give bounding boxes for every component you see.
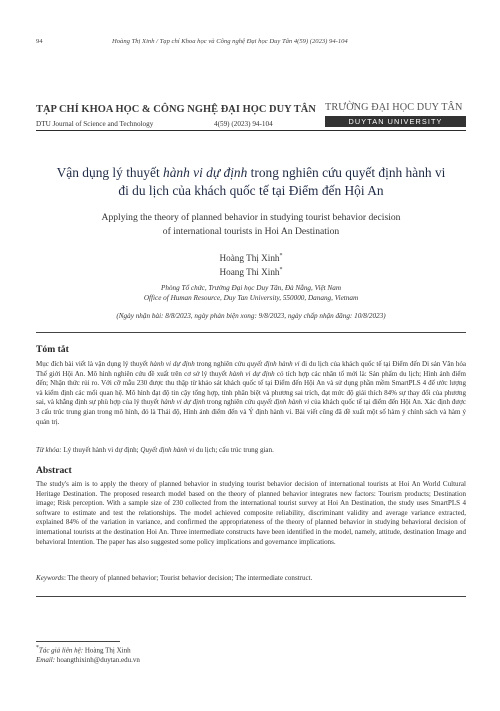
footnote-contact: [36, 645, 131, 654]
text-run: trong nghiên cứu: [194, 360, 247, 368]
article-title-en: [36, 211, 466, 239]
journal-title: TẠP CHÍ KHOA HỌC & CÔNG NGHỆ ĐẠI HỌC DUY TÂN: [36, 104, 316, 115]
affiliation: [36, 283, 466, 303]
footnote-mark: *: [36, 645, 39, 651]
text-run: có tích hợp các nhân tố mới là: Sản phẩm du lịch; Hình ảnh điểm đến; Nhận thức rủi ro. Với cỡ mẫu 230 được thu thập từ khảo sát khách quốc tế tại Điểm đến Hội An và sử dụng phần mềm SmartPLS 4 để ước lượng và kiểm định các mối quan hệ. Mô hình đạt độ tin cậy tổng hợp, tính phân biệt và phương sai trích, đạt mức độ giải thích 84% sự thay đổi của phương sai, và khẳng định sự phù hợp của lý thuyết: [36, 369, 466, 407]
author-name-en: Hoang Thi Xinh: [219, 267, 280, 278]
text-run: Lý thuyết hành vi dự định;: [61, 446, 141, 454]
title-vi-part: Vận dụng lý thuyết: [56, 165, 164, 180]
text-run-italic: Quyết định hành vi: [140, 446, 195, 454]
tomtat-keywords: [36, 446, 466, 456]
footnote-email: [36, 656, 140, 664]
text-run: của khách quốc tế tại điểm đến Hội An. Xác định được 3 cấu trúc trung gian trong mô hình, đó là Thái độ, Hình ảnh điểm đến và Ý định hành vi. Bài viết cũng đã đề xuất một số hàm ý chính sách và hàm ý quản trị.: [36, 398, 466, 426]
contact-name: Hoàng Thị Xinh: [83, 646, 131, 655]
section-rule-top: [36, 332, 466, 333]
journal-subtitle: DTU Journal of Science and Technology: [36, 120, 154, 128]
section-rule-bottom: [36, 596, 466, 597]
logo-bar: [325, 116, 466, 127]
author-mark: *: [279, 253, 283, 259]
text-run: du lịch; cấu trúc trung gian.: [194, 446, 274, 454]
logo-bar-text: DUYTAN UNIVERSITY: [348, 117, 443, 126]
running-citation: Hoàng Thị Xinh / Tạp chí Khoa học và Công nghệ Đại học Duy Tân 4(59) (2023) 94-104: [112, 38, 348, 45]
author-name-vi: Hoàng Thị Xinh: [219, 253, 280, 264]
text-run: đi du lịch của khách quốc tế tại Điểm đến Di sản Văn hóa Thế giới Hội An. Mô hình nghiên cứu đề xuất trên cơ sở lý thuyết: [36, 360, 467, 378]
author-mark: *: [279, 267, 283, 274]
text-run-italic: hành vi dự định: [160, 398, 206, 407]
email-label: Email:: [36, 656, 56, 664]
page-number: 94: [36, 38, 43, 45]
text-run-italic: quyết định hành vi: [246, 360, 300, 368]
journal-volume: 4(59) (2023) 94-104: [214, 120, 273, 128]
university-logo: [325, 102, 466, 132]
title-vi-italic: hành vi dự định: [163, 165, 248, 180]
title-en-line1: Applying the theory of planned behavior in studying tourist behavior decision: [101, 212, 401, 223]
title-vi-line2: đi du lịch của khách quốc tế tại Điểm đến Hội An: [118, 183, 384, 198]
text-run: Mục đích bài viết là vận dụng lý thuyết: [36, 360, 150, 368]
text-run-italic: quyết định hành vi: [256, 398, 310, 407]
keywords-label-en: Keywords: [36, 574, 64, 582]
affiliation-vi: Phòng Tổ chức, Trường Đại học Duy Tân, Đà Nẵng, Việt Nam: [160, 284, 342, 292]
logo-name: TRƯỜNG ĐẠI HỌC DUY TÂN: [325, 102, 463, 113]
title-en-line2: of international tourists in Hoi An Destination: [162, 226, 340, 237]
abstract-heading: Abstract: [36, 465, 72, 476]
text-run: trong nghiên cứu: [205, 398, 257, 407]
tomtat-body: [36, 360, 466, 427]
footnote-rule: [36, 641, 120, 642]
authors: [36, 250, 466, 278]
text-run-italic: hành vi dự định: [149, 360, 195, 368]
abstract-body: The study's aim is to apply the theory of planned behavior in studying tourist behavior decision of international tourists at Hoi An World Cultural Heritage Destination. The proposed research model based on the theory of planned behavior integrates new factors: Tourism products; Destination image; Risk perception. With a sample size of 230 collected from the international tourist survey at Hoi An Destination, the study uses SmartPLS 4 software to estimate and test the relationships. The model achieved composite reliability, discriminant validity and average variance extracted, explained 84% of the variation in variance, and confirmed the appropriateness of the theory of planned behavior in studying behavioral decision of international tourists at the destination Hoi An. Three intermediate constructs have been identified in the model, namely, attitude, destination Image and behavioral Intention. The paper has also suggested some policy implications and governance implications.: [36, 480, 466, 546]
masthead-rule: [36, 130, 466, 131]
tomtat-heading: Tóm tắt: [36, 344, 69, 355]
abstract-keywords: [36, 574, 466, 584]
keywords-label-vi: Từ khóa:: [36, 446, 62, 454]
keywords-text-en: : The theory of planned behavior; Tourist behavior decision; The intermediate construct.: [63, 574, 313, 582]
submission-dates: (Ngày nhận bài: 8/8/2023, ngày phản biện xong: 9/8/2023, ngày chấp nhận đăng: 10/8/2023): [116, 312, 386, 320]
affiliation-en: Office of Human Resource, Duy Tan University, 550000, Danang, Vietnam: [143, 294, 359, 302]
text-run-italic: hành vi dự định: [229, 369, 275, 378]
article-title-vi: [36, 164, 466, 200]
contact-label: Tác giả liên hệ:: [38, 646, 84, 655]
title-vi-part: trong nghiên cứu quyết định hành vi: [247, 165, 446, 180]
email-address: hoangthixinh@duytan.edu.vn: [55, 656, 140, 664]
